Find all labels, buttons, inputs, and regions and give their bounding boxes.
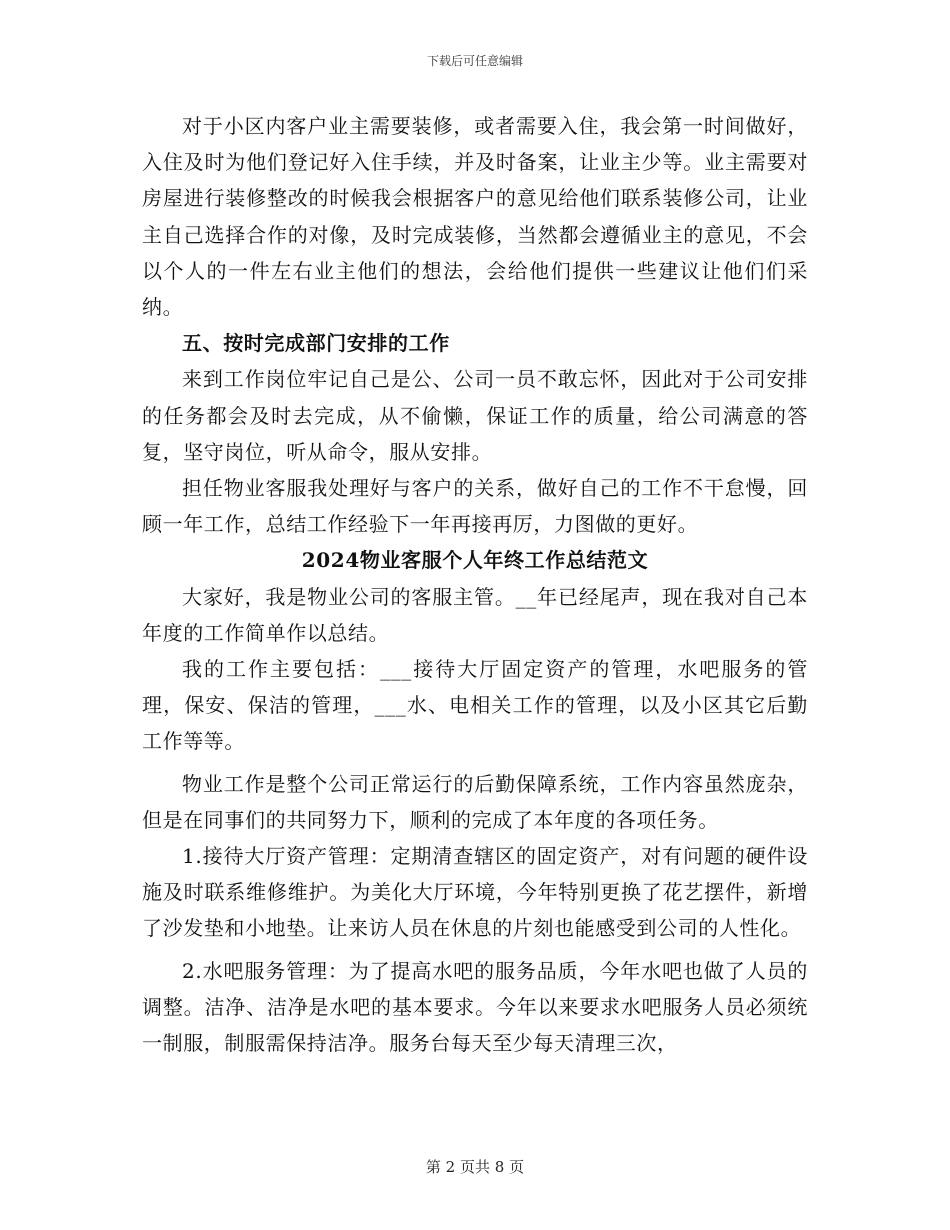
paragraph: 对于小区内客户业主需要装修，或者需要入住，我会第一时间做好，入住及时为他们登记好入住手续，并及时备案，让业主少等。业主需要对房屋进行装修整改的时候我会根据客户的意见给他们联系装修公司，让业主自己选择合作的对像，及时完成装修，当然都会遵循业主的意见，不会以个人的一件左右业主他们的想法，会给他们提供一些建议让他们们采纳。 — [142, 114, 808, 320]
paragraph: 来到工作岗位牢记自己是公、公司一员不敢忘怀，因此对于公司安排的任务都会及时去完成，从不偷懒，保证工作的质量，给公司满意的答复，坚守岗位，听从命令，服从安排。 — [142, 367, 808, 464]
paragraph: 担任物业客服我处理好与客户的关系，做好自己的工作不干怠慢，回顾一年工作，总结工作经验下一年再接再厉，力图做的更好。 — [142, 476, 808, 537]
paragraph: 大家好，我是物业公司的客服主管。__年已经尾声，现在我对自己本年度的工作简单作以总结。 — [142, 584, 808, 645]
section-heading: 五、按时完成部门安排的工作 — [182, 331, 450, 356]
paragraph: 我的工作主要包括：___接待大厅固定资产的管理，水吧服务的管理，保安、保洁的管理，___水、电相关工作的管理，以及小区其它后勤工作等等。 — [142, 657, 808, 754]
paragraph: 1.接待大厅资产管理：定期清查辖区的固定资产，对有问题的硬件设施及时联系维修维护。为美化大厅环境，今年特别更换了花艺摆件，新增了沙发垫和小地垫。让来访人员在休息的片刻也能感受到公司的人性化。 — [142, 844, 808, 941]
paragraph: 物业工作是整个公司正常运行的后勤保障系统，工作内容虽然庞杂，但是在同事们的共同努力下，顺利的完成了本年度的各项任务。 — [142, 771, 808, 832]
document-title: 2024物业客服个人年终工作总结范文 — [301, 548, 649, 573]
document-body — [142, 108, 808, 1061]
paragraph: 2.水吧服务管理：为了提高水吧的服务品质，今年水吧也做了人员的调整。洁净、洁净是水吧的基本要求。今年以来要求水吧服务人员必须统一制服，制服需保持洁净。服务台每天至少每天清理三次， — [142, 958, 808, 1056]
page-footer: 第 2 页共 8 页 — [425, 1158, 525, 1176]
page-header: 下载后可任意编辑 — [426, 54, 523, 68]
